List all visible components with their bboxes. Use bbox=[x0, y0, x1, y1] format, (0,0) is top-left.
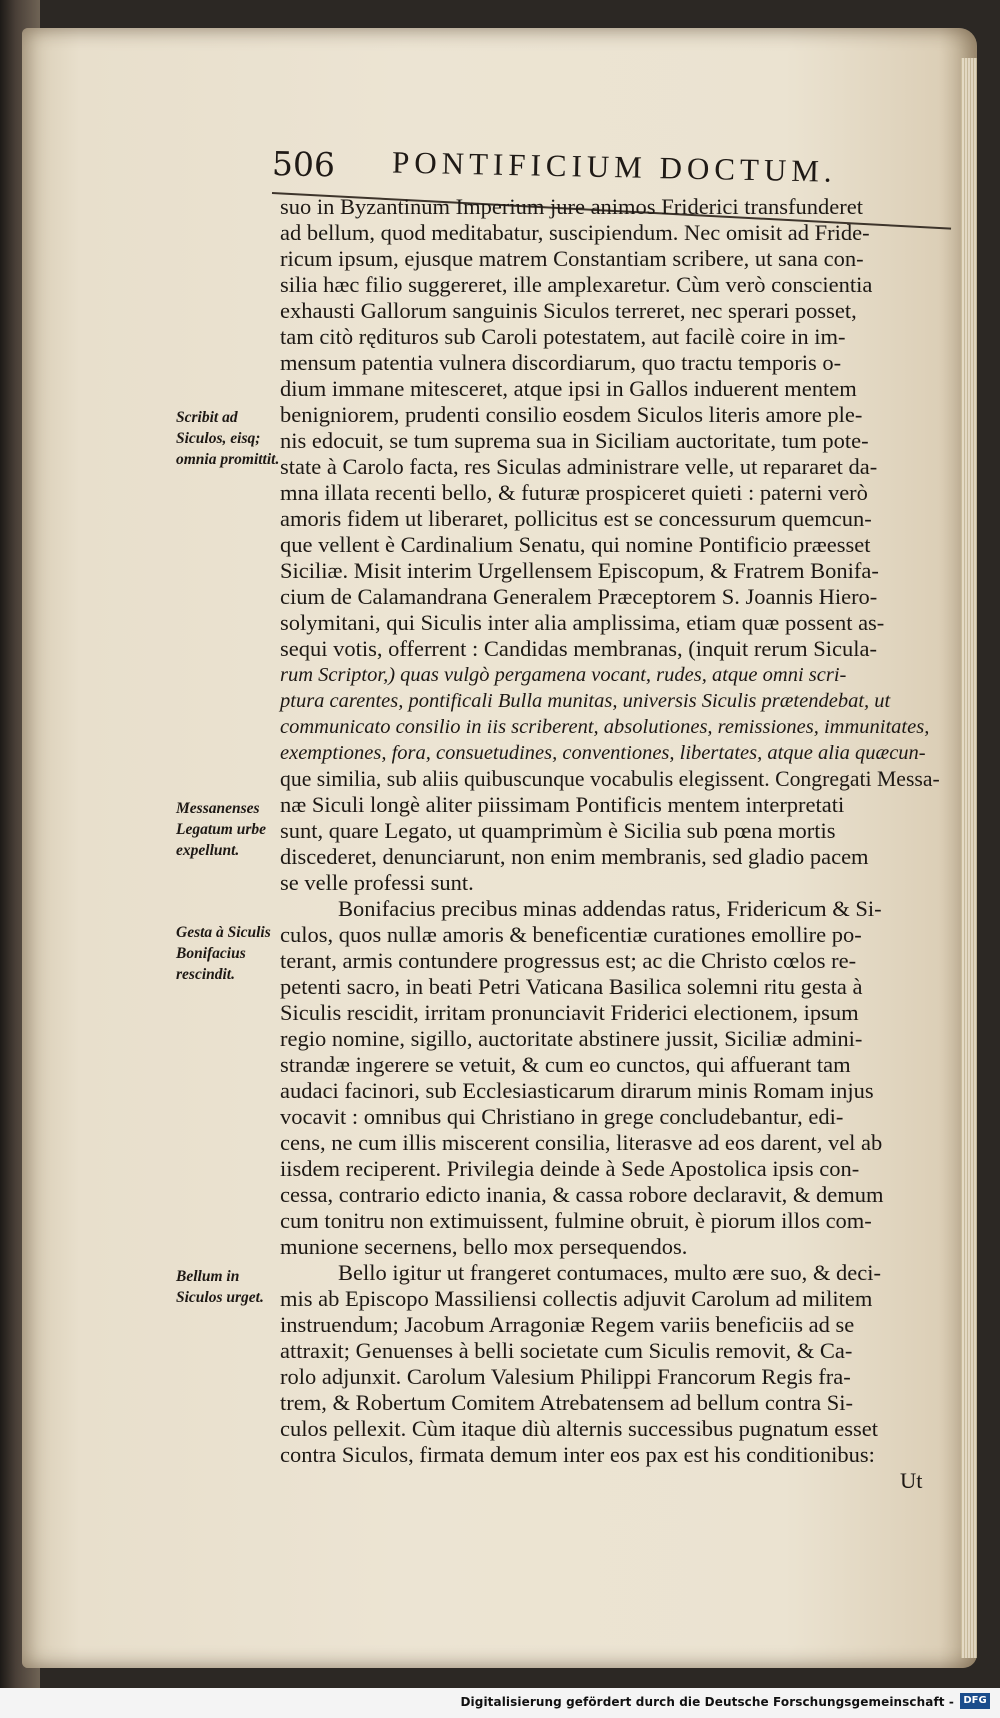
text-line: næ Siculi longè aliter piissimam Pontificis mentem interpretati bbox=[280, 792, 845, 817]
page-number: 506 bbox=[271, 144, 336, 185]
text-line: mis ab Episcopo Massiliensi collectis adjuvit Carolum ad militem bbox=[280, 1286, 873, 1311]
page-edge bbox=[961, 58, 977, 1658]
text-line: tam citò rędituros sub Caroli potestatem, aut facilè coire in im- bbox=[280, 324, 846, 349]
text-line: sequi votis, offerrent : Candidas membranas, (inquit rerum Sicula- bbox=[280, 636, 877, 661]
text-line: exemptiones, fora, consuetudines, conventiones, libertates, atque alia quæcun- bbox=[280, 742, 926, 764]
text-line: iisdem reciperent. Privilegia deinde à Sede Apostolica ipsis con- bbox=[280, 1156, 860, 1181]
text-line: se velle professi sunt. bbox=[280, 870, 474, 895]
text-line: Siculis rescidit, irritam pronunciavit Friderici electionem, ipsum bbox=[280, 1000, 859, 1025]
margin-note: Bellum in Siculos urget. bbox=[176, 1268, 264, 1306]
text-line: communicato consilio in iis scriberent, absolutiones, remissiones, immunitates, bbox=[280, 716, 930, 738]
text-line: cium de Calamandrana Generalem Præceptorem S. Joannis Hiero- bbox=[280, 584, 878, 609]
text-line: amoris fidem ut liberaret, pollicitus est se concessurum quemcun- bbox=[280, 506, 872, 531]
text-line: petenti sacro, in beati Petri Vaticana Basilica solemni ritu gesta à bbox=[280, 974, 863, 999]
text-line: discederet, denunciarunt, non enim membranis, sed gladio pacem bbox=[280, 844, 869, 869]
text-line: trem, & Robertum Comitem Atrebatensem ad bellum contra Si- bbox=[280, 1390, 854, 1415]
text-line: Bello igitur ut frangeret contumaces, multo ære suo, & deci- bbox=[338, 1260, 881, 1285]
text-line: cessa, contrario edicto inania, & cassa robore declaravit, & demum bbox=[280, 1182, 884, 1207]
margin-note: Messanenses Legatum urbe expellunt. bbox=[176, 800, 266, 859]
text-line: ricum ipsum, ejusque matrem Constantiam scribere, ut sana con- bbox=[280, 246, 864, 271]
text-line: state à Carolo facta, res Siculas administrare velle, ut repararet da- bbox=[280, 454, 878, 479]
text-line: regio nomine, sigillo, auctoritate abstinere jussit, Siciliæ admini- bbox=[280, 1026, 863, 1051]
margin-note: Gesta à Siculis Bonifacius rescindit. bbox=[176, 924, 271, 983]
text-line: que vellent è Cardinalium Senatu, qui nomine Pontificio præesset bbox=[280, 532, 871, 557]
text-line: culos, quos nullæ amoris & beneficentiæ curationes emollire po- bbox=[280, 922, 862, 947]
text-line: rum Scriptor,) quas vulgò pergamena vocant, rudes, atque omni scri- bbox=[280, 664, 847, 686]
text-line: silia hæc filio suggereret, ille amplexaretur. Cùm verò conscientia bbox=[280, 272, 873, 297]
text-line: instruendum; Jacobum Arragoniæ Regem variis beneficiis ad se bbox=[280, 1312, 855, 1337]
text-line: sunt, quare Legato, ut quamprimùm è Sicilia sub pœna mortis bbox=[280, 818, 836, 843]
text-line: contra Siculos, firmata demum inter eos pax est his conditionibus: bbox=[280, 1442, 875, 1467]
text-line: ad bellum, quod meditabatur, suscipiendum. Nec omisit ad Fride- bbox=[280, 220, 870, 245]
text-line: culos pellexit. Cùm itaque diù alternis successibus pugnatum esset bbox=[280, 1416, 879, 1441]
text-line: rolo adjunxit. Carolum Valesium Philippi Francorum Regis fra- bbox=[280, 1364, 851, 1389]
running-title: PONTIFICIUM DOCTUM. bbox=[391, 144, 837, 189]
text-line: cum tonitru non extimuissent, fulmine obruit, è piorum illos com- bbox=[280, 1208, 872, 1233]
text-line: ptura carentes, pontificali Bulla munitas, universis Siculis prætendebat, ut bbox=[280, 690, 891, 712]
text-line: munione secernens, bello mox persequendos. bbox=[280, 1234, 688, 1259]
text-line: mna illata recenti bello, & futuræ prospiceret quieti : paterni verò bbox=[280, 480, 868, 505]
text-line: Bonifacius precibus minas addendas ratus, Fridericum & Si- bbox=[338, 896, 882, 921]
text-line: terant, armis contundere progressus est; ac die Christo cœlos re- bbox=[280, 948, 857, 973]
text-line: Siciliæ. Misit interim Urgellensem Episcopum, & Fratrem Bonifa- bbox=[280, 558, 879, 583]
text-line: mensum patentia vulnera discordiarum, quo tractu temporis o- bbox=[280, 350, 842, 375]
text-line: benigniorem, prudenti consilio eosdem Siculos literis amore ple- bbox=[280, 402, 863, 427]
text-line: attraxit; Genuenses à belli societate cum Siculis removit, & Ca- bbox=[280, 1338, 853, 1363]
text-line: vocavit : omnibus qui Christiano in grege concludebantur, edi- bbox=[280, 1104, 844, 1129]
dfg-logo: DFG bbox=[960, 1693, 990, 1709]
footer-credit: Digitalisierung gefördert durch die Deutsche Forschungsgemeinschaft - bbox=[460, 1695, 954, 1709]
text-line: que similia, sub aliis quibuscunque vocabulis elegissent. Congregati Messa- bbox=[280, 766, 940, 791]
text-line: solymitani, qui Siculis inter alia amplissima, etiam quæ possent as- bbox=[280, 610, 885, 635]
text-line: audaci facinori, sub Ecclesiasticarum dirarum minis Romam injus bbox=[280, 1078, 874, 1103]
text-line: dium immane mitesceret, atque ipsi in Gallos induerent mentem bbox=[280, 376, 857, 401]
text-line: nis edocuit, se tum suprema sua in Siciliam auctoritate, tum pote- bbox=[280, 428, 869, 453]
text-line: strandæ ingerere se vetuit, & cum eo cunctos, qui affuerant tam bbox=[280, 1052, 851, 1077]
text-line: cens, ne cum illis miscerent consilia, literasve ad eos darent, vel ab bbox=[280, 1130, 883, 1155]
text-line: suo in Byzantinum Imperium jure animos Friderici transfunderet bbox=[280, 194, 863, 219]
margin-note: Scribit ad Siculos, eisq; omnia promittit. bbox=[176, 409, 280, 468]
text-line: exhausti Gallorum sanguinis Siculos terreret, nec sperari posset, bbox=[280, 298, 857, 323]
catchword: Ut bbox=[900, 1468, 923, 1493]
